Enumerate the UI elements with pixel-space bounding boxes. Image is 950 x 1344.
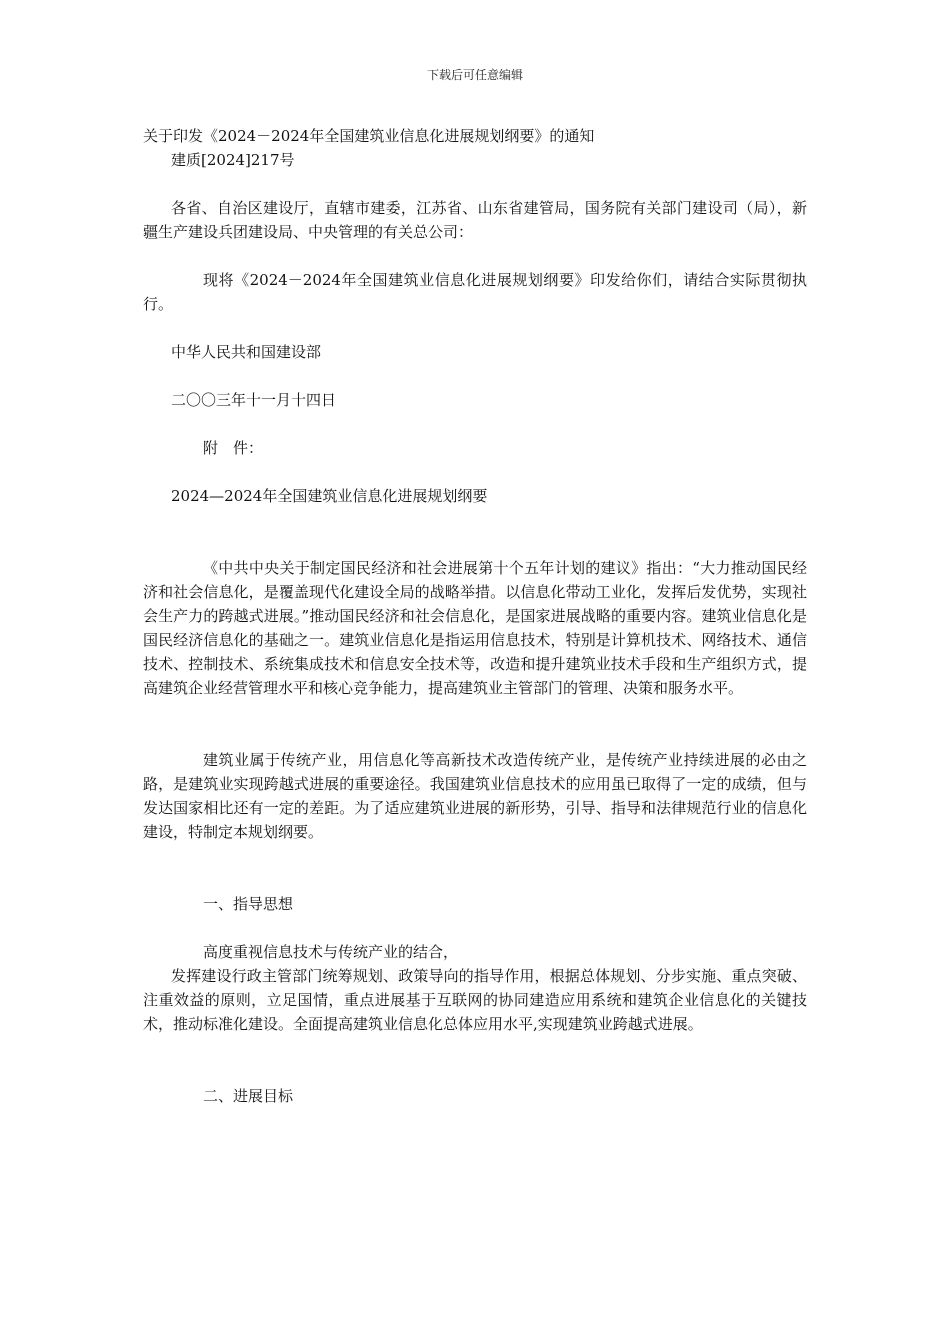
section-1-heading: 一、指导思想 [203, 895, 294, 913]
paragraph-1: 《中共中央关于制定国民经济和社会进展第十个五年计划的建议》指出：“大力推动国民经济和社会信息化，是覆盖现代化建设全局的战略举措。以信息化带动工业化，发挥后发优势，实现社会生产力的跨越式进展。”推动国民经济和社会信息化，是国家进展战略的重要内容。建筑业信息化是国民经济信息化的基础之一。建筑业信息化是指运用信息技术，特别是计算机技术、网络技术、通信技术、控制技术、系统集成技术和信息安全技术等，改造和提升建筑业技术手段和生产组织方式，提高建筑企业经营管理水平和核心竞争能力，提高建筑业主管部门的管理、决策和服务水平。 [143, 559, 807, 697]
notice-body: 现将《2024－2024年全国建筑业信息化进展规划纲要》印发给你们，请结合实际贯彻执行。 [143, 271, 807, 313]
header-note: 下载后可任意编辑 [426, 68, 523, 82]
attachment-label: 附 件： [203, 439, 264, 457]
issuer: 中华人民共和国建设部 [171, 343, 322, 361]
addressees: 各省、自治区建设厅，直辖市建委，江苏省、山东省建管局，国务院有关部门建设司（局），新疆生产建设兵团建设局、中央管理的有关总公司： [143, 199, 807, 241]
section-1-paragraph: 发挥建设行政主管部门统筹规划、政策导向的指导作用，根据总体规划、分步实施、重点突破、注重效益的原则，立足国情，重点进展基于互联网的协同建造应用系统和建筑企业信息化的关键技术，推动标准化建设。全面提高建筑业信息化总体应用水平,实现建筑业跨越式进展。 [143, 967, 807, 1033]
section-1-line-1: 高度重视信息技术与传统产业的结合， [203, 943, 459, 961]
document-body [143, 124, 807, 1108]
issue-date: 二〇〇三年十一月十四日 [171, 391, 337, 409]
document-number: 建质[2024]217号 [171, 151, 295, 169]
section-2-heading: 二、进展目标 [203, 1087, 294, 1105]
attachment-title: 2024—2024年全国建筑业信息化进展规划纲要 [171, 487, 488, 505]
paragraph-2: 建筑业属于传统产业，用信息化等高新技术改造传统产业，是传统产业持续进展的必由之路，是建筑业实现跨越式进展的重要途径。我国建筑业信息技术的应用虽已取得了一定的成绩，但与发达国家相比还有一定的差距。为了适应建筑业进展的新形势，引导、指导和法律规范行业的信息化建设，特制定本规划纲要。 [143, 751, 807, 841]
notice-title: 关于印发《2024－2024年全国建筑业信息化进展规划纲要》的通知 [143, 127, 595, 145]
